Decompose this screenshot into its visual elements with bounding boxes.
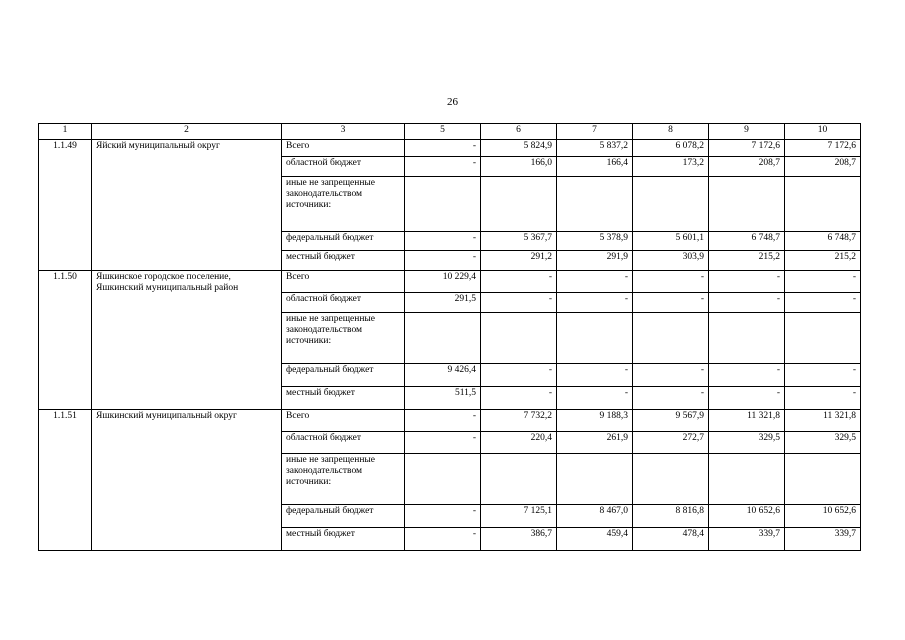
value-cell: - (557, 364, 633, 387)
value-cell: - (709, 387, 785, 410)
value-cell: 291,9 (557, 251, 633, 271)
value-cell: - (557, 387, 633, 410)
funding-source: Всего (282, 271, 405, 293)
value-cell: 291,5 (405, 293, 481, 313)
value-cell: 10 652,6 (709, 505, 785, 528)
value-cell: - (481, 293, 557, 313)
municipality-name: Яшкинский муниципальный округ (92, 410, 282, 551)
value-cell: - (557, 293, 633, 313)
value-cell (405, 313, 481, 364)
value-cell: - (785, 271, 861, 293)
value-cell: 8 816,8 (633, 505, 709, 528)
value-cell: 459,4 (557, 528, 633, 551)
value-cell (785, 313, 861, 364)
value-cell: 511,5 (405, 387, 481, 410)
value-cell: - (481, 387, 557, 410)
value-cell: 5 837,2 (557, 140, 633, 157)
value-cell: 6 078,2 (633, 140, 709, 157)
value-cell: - (709, 364, 785, 387)
value-cell: 291,2 (481, 251, 557, 271)
column-header: 1 (39, 124, 92, 140)
column-header: 7 (557, 124, 633, 140)
value-cell: - (405, 140, 481, 157)
value-cell: - (405, 528, 481, 551)
value-cell (633, 313, 709, 364)
funding-source: иные не запрещенные законодательством источники: (282, 177, 405, 232)
value-cell: - (405, 251, 481, 271)
value-cell: - (633, 271, 709, 293)
value-cell: 7 172,6 (785, 140, 861, 157)
value-cell (709, 313, 785, 364)
value-cell: 339,7 (709, 528, 785, 551)
funding-source: Всего (282, 140, 405, 157)
value-cell (709, 177, 785, 232)
column-header: 10 (785, 124, 861, 140)
funding-source: областной бюджет (282, 157, 405, 177)
funding-source: федеральный бюджет (282, 232, 405, 251)
value-cell (633, 177, 709, 232)
value-cell: 10 229,4 (405, 271, 481, 293)
value-cell: - (405, 410, 481, 432)
funding-source: местный бюджет (282, 528, 405, 551)
value-cell: 10 652,6 (785, 505, 861, 528)
funding-source: федеральный бюджет (282, 364, 405, 387)
value-cell: 166,4 (557, 157, 633, 177)
value-cell: 208,7 (709, 157, 785, 177)
column-header: 2 (92, 124, 282, 140)
column-header: 6 (481, 124, 557, 140)
value-cell (481, 313, 557, 364)
funding-source: местный бюджет (282, 251, 405, 271)
value-cell: - (481, 364, 557, 387)
funding-source: федеральный бюджет (282, 505, 405, 528)
value-cell (785, 177, 861, 232)
value-cell: - (785, 293, 861, 313)
value-cell: 386,7 (481, 528, 557, 551)
value-cell (481, 177, 557, 232)
municipality-name: Яйский муниципальный округ (92, 140, 282, 271)
column-header: 5 (405, 124, 481, 140)
value-cell: 272,7 (633, 432, 709, 454)
value-cell: 5 824,9 (481, 140, 557, 157)
value-cell: - (785, 364, 861, 387)
item-code: 1.1.51 (39, 410, 92, 551)
value-cell (405, 454, 481, 505)
value-cell: 215,2 (709, 251, 785, 271)
value-cell: 7 172,6 (709, 140, 785, 157)
value-cell (557, 177, 633, 232)
value-cell: 6 748,7 (709, 232, 785, 251)
funding-source: иные не запрещенные законодательством источники: (282, 454, 405, 505)
value-cell (557, 313, 633, 364)
value-cell: 208,7 (785, 157, 861, 177)
value-cell: 261,9 (557, 432, 633, 454)
column-header: 3 (282, 124, 405, 140)
item-code: 1.1.49 (39, 140, 92, 271)
value-cell: 329,5 (785, 432, 861, 454)
value-cell: 478,4 (633, 528, 709, 551)
value-cell: 303,9 (633, 251, 709, 271)
funding-source: иные не запрещенные законодательством источники: (282, 313, 405, 364)
value-cell: - (405, 232, 481, 251)
funding-source: местный бюджет (282, 387, 405, 410)
value-cell: 11 321,8 (709, 410, 785, 432)
value-cell: 9 426,4 (405, 364, 481, 387)
value-cell: 173,2 (633, 157, 709, 177)
value-cell: - (633, 293, 709, 313)
value-cell: 5 367,7 (481, 232, 557, 251)
value-cell: 329,5 (709, 432, 785, 454)
value-cell (709, 454, 785, 505)
page-number: 26 (447, 96, 458, 108)
item-code: 1.1.50 (39, 271, 92, 410)
value-cell: 7 732,2 (481, 410, 557, 432)
value-cell (785, 454, 861, 505)
value-cell (405, 177, 481, 232)
table-row (39, 410, 861, 432)
value-cell: 166,0 (481, 157, 557, 177)
value-cell: 8 467,0 (557, 505, 633, 528)
column-header: 9 (709, 124, 785, 140)
value-cell: 7 125,1 (481, 505, 557, 528)
value-cell: - (557, 271, 633, 293)
value-cell (481, 454, 557, 505)
municipality-name: Яшкинское городское поселение, Яшкинский муниципальный район (92, 271, 282, 410)
column-header: 8 (633, 124, 709, 140)
value-cell: 215,2 (785, 251, 861, 271)
value-cell: 9 188,3 (557, 410, 633, 432)
value-cell: 6 748,7 (785, 232, 861, 251)
value-cell: 11 321,8 (785, 410, 861, 432)
table-row (39, 271, 861, 293)
funding-source: областной бюджет (282, 432, 405, 454)
value-cell: - (405, 432, 481, 454)
value-cell: - (633, 387, 709, 410)
value-cell: 5 378,9 (557, 232, 633, 251)
value-cell: 339,7 (785, 528, 861, 551)
value-cell: - (785, 387, 861, 410)
value-cell: 220,4 (481, 432, 557, 454)
value-cell: 9 567,9 (633, 410, 709, 432)
value-cell: - (481, 271, 557, 293)
funding-source: областной бюджет (282, 293, 405, 313)
value-cell (557, 454, 633, 505)
value-cell (633, 454, 709, 505)
value-cell: - (633, 364, 709, 387)
value-cell: 5 601,1 (633, 232, 709, 251)
value-cell: - (405, 505, 481, 528)
table-header-row (39, 124, 861, 140)
value-cell: - (709, 271, 785, 293)
value-cell: - (709, 293, 785, 313)
funding-source: Всего (282, 410, 405, 432)
budget-table (38, 123, 861, 551)
value-cell: - (405, 157, 481, 177)
table-row (39, 140, 861, 157)
